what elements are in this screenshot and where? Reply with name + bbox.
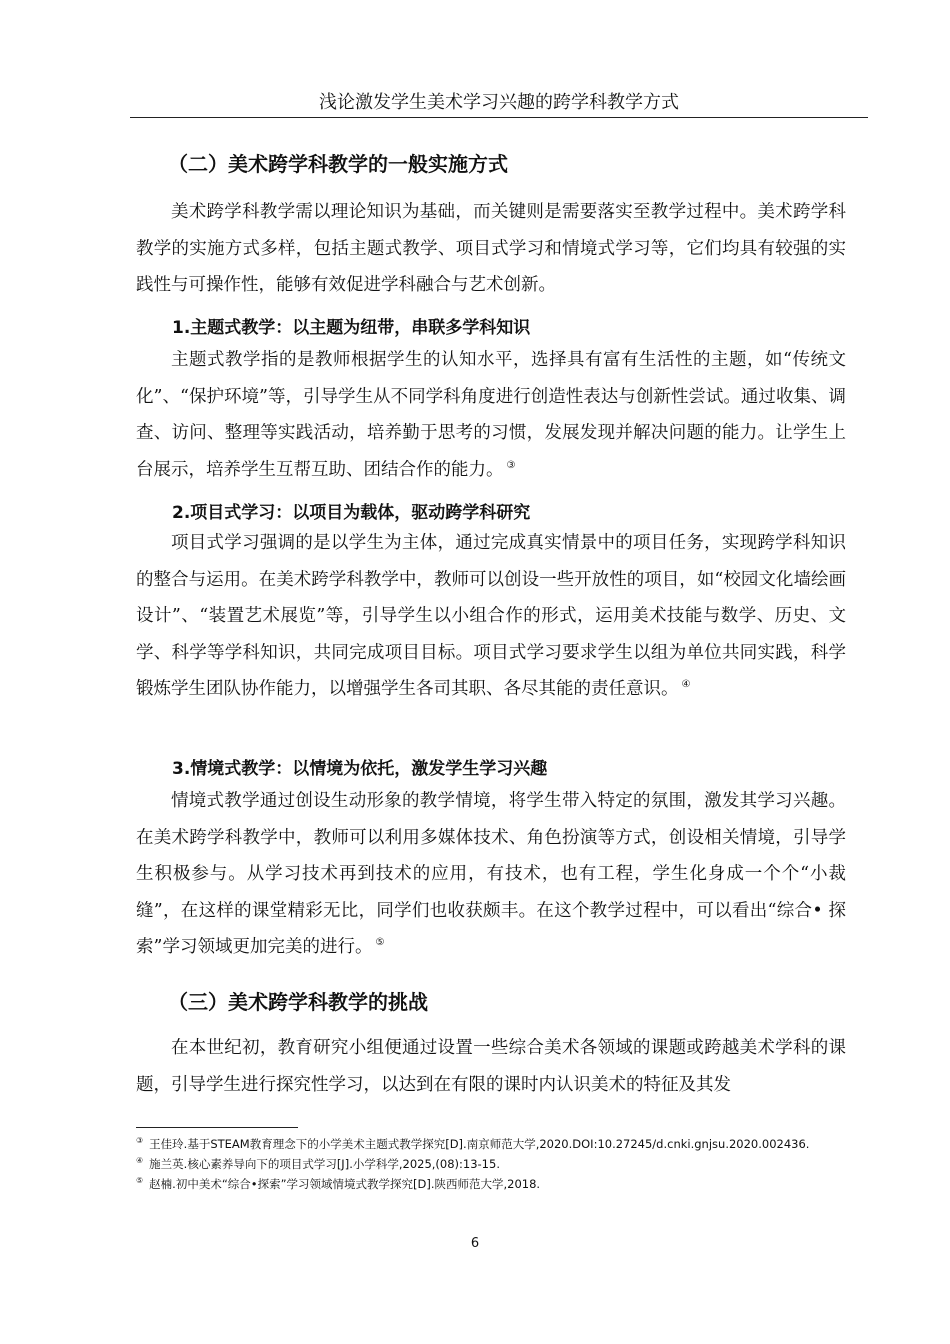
- footnote-3: [136, 1134, 826, 1154]
- footnote-mark: ⑤: [136, 1176, 144, 1186]
- footnote-4: [136, 1154, 826, 1174]
- footnote-ref-5: ⑤: [375, 937, 385, 949]
- footnote-text: 王佳玲.基于STEAM教育理念下的小学美术主题式教学探究[D].南京师范大学,2020.DOI:10.27245/d.cnki.gnjsu.2020.002436.: [149, 1137, 810, 1151]
- paragraph-situational-text: 情境式教学通过创设生动形象的教学情境，将学生带入特定的氛围，激发其学习兴趣。在美术跨学科教学中，教师可以利用多媒体技术、角色扮演等方式，创设相关情境，引导学生积极参与。从学习技术再到技术的应用，有技术，也有工程，学生化身成一个个“小裁缝”，在这样的课堂精彩无比，同学们也收获颇丰。在这个教学过程中，可以看出“综合• 探索”学习领域更加完美的进行。: [136, 791, 846, 957]
- subsection-heading-project: 2.项目式学习：以项目为载体，驱动跨学科研究: [172, 503, 531, 523]
- section-heading-implementation: （二）美术跨学科教学的一般实施方式: [168, 152, 508, 176]
- running-header: 浅论激发学生美术学习兴趣的跨学科教学方式: [130, 92, 868, 118]
- footnote-separator: [136, 1127, 298, 1128]
- subsection-heading-situational: 3.情境式教学：以情境为依托，激发学生学习兴趣: [172, 759, 548, 779]
- paragraph-project: [136, 525, 846, 708]
- footnotes: [136, 1134, 826, 1194]
- paragraph-situational: [136, 783, 846, 966]
- footnote-ref-4: ④: [681, 679, 691, 691]
- paragraph-thematic: [136, 342, 846, 488]
- footnote-mark: ④: [136, 1156, 144, 1166]
- footnote-text: 赵楠.初中美术“综合•探索”学习领域情境式教学探究[D].陕西师范大学,2018.: [149, 1177, 541, 1191]
- section-intro-challenges: 在本世纪初，教育研究小组便通过设置一些综合美术各领域的课题或跨越美术学科的课题，引导学生进行探究性学习，以达到在有限的课时内认识美术的特征及其发: [136, 1038, 846, 1095]
- footnote-ref-3: ③: [506, 459, 516, 471]
- footnote-text: 施兰英.核心素养导向下的项目式学习[J].小学科学,2025,(08):13-15.: [149, 1157, 500, 1171]
- paragraph-thematic-text: 主题式教学指的是教师根据学生的认知水平，选择具有富有生活性的主题，如“传统文化”、“保护环境”等，引导学生从不同学科角度进行创造性表达与创新性尝试。通过收集、调查、访问、整理等实践活动，培养勤于思考的习惯，发展发现并解决问题的能力。让学生上台展示，培养学生互帮互助、团结合作的能力。: [136, 350, 846, 480]
- page-number: 6: [470, 1236, 480, 1251]
- section-heading-challenges: （三）美术跨学科教学的挑战: [168, 990, 428, 1014]
- footnote-5: [136, 1174, 826, 1194]
- section-intro-implementation: 美术跨学科教学需以理论知识为基础，而关键则是需要落实至教学过程中。美术跨学科教学的实施方式多样，包括主题式教学、项目式学习和情境式学习等，它们均具有较强的实践性与可操作性，能够有效促进学科融合与艺术创新。: [136, 202, 846, 295]
- paragraph-project-text: 项目式学习强调的是以学生为主体，通过完成真实情景中的项目任务，实现跨学科知识的整合与运用。在美术跨学科教学中，教师可以创设一些开放性的项目，如“校园文化墙绘画设计”、“装置艺术展览”等，引导学生以小组合作的形式，运用美术技能与数学、历史、文学、科学等学科知识，共同完成项目目标。项目式学习要求学生以组为单位共同实践，科学锻炼学生团队协作能力，以增强学生各司其职、各尽其能的责任意识。: [136, 533, 846, 699]
- subsection-heading-thematic: 1.主题式教学：以主题为纽带，串联多学科知识: [172, 318, 531, 338]
- footnote-mark: ③: [136, 1136, 144, 1146]
